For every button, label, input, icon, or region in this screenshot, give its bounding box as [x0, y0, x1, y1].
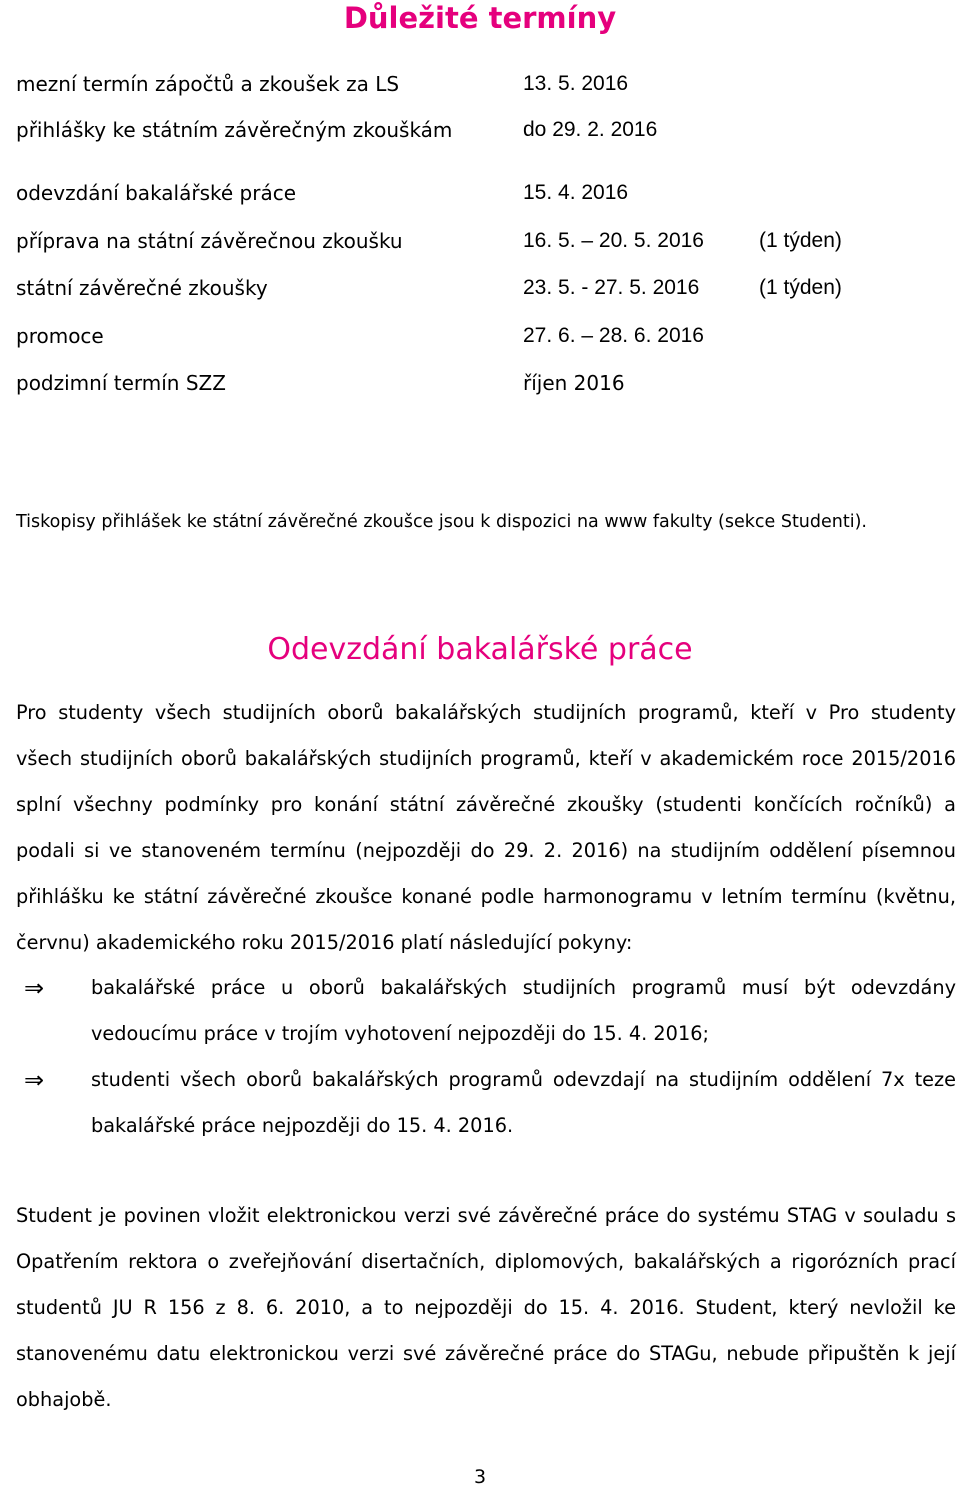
forms-note: Tiskopisy přihlášek ke státní závěrečné zkoušce jsou k dispozici na www fakulty (sekce Studenti).	[16, 512, 867, 532]
term-note: (1 týden)	[759, 276, 842, 299]
arrow-right-icon: ⇒	[24, 1066, 45, 1094]
term-date: 16. 5. – 20. 5. 2016	[523, 229, 704, 252]
term-date: do 29. 2. 2016	[523, 118, 658, 141]
term-row	[16, 368, 946, 398]
term-label: promoce	[16, 324, 104, 348]
term-row	[16, 115, 946, 145]
term-row	[16, 178, 946, 208]
term-date: 13. 5. 2016	[523, 72, 629, 95]
term-label: státní závěrečné zkoušky	[16, 276, 268, 300]
term-row	[16, 226, 946, 256]
term-note: (1 týden)	[759, 229, 842, 252]
section-heading-submission: Odevzdání bakalářské práce	[267, 632, 693, 667]
term-date: 15. 4. 2016	[523, 181, 629, 204]
term-row	[16, 69, 946, 99]
term-label: přihlášky ke státním závěrečným zkouškám	[16, 118, 453, 142]
instructions-paragraph: Pro studenty všech studijních oborů bakalářských studijních programů, kteří v Pro studenty všech studijních oborů bakalářských studijních programů, kteří v akademickém roce 2015/2016 splní všechny podmínky pro konání státní závěrečné zkoušky (studenti končících ročníků) a podali si ve stanoveném termínu (nejpozději do 29. 2. 2016) na studijním oddělení písemnou přihlášku ke státní závěrečné zkoušce konané podle harmonogramu v letním termínu (květnu, červnu) akademického roku 2015/2016 platí následující pokyny:	[16, 701, 956, 954]
section-heading-terms: Důležité termíny	[343, 1, 617, 35]
term-date: 23. 5. - 27. 5. 2016	[523, 276, 700, 299]
term-date: 27. 6. – 28. 6. 2016	[523, 324, 704, 347]
term-date: říjen 2016	[523, 371, 625, 395]
page-number: 3	[473, 1466, 487, 1488]
term-label: mezní termín zápočtů a zkoušek za LS	[16, 72, 400, 96]
term-label: odevzdání bakalářské práce	[16, 181, 297, 205]
arrow-right-icon: ⇒	[24, 974, 45, 1002]
term-row	[16, 273, 946, 303]
list-item-text: studenti všech oborů bakalářských programů odevzdají na studijním oddělení 7x teze bakalářské práce nejpozději do 15. 4. 2016.	[91, 1068, 956, 1137]
term-label: podzimní termín SZZ	[16, 371, 226, 395]
list-item-text: bakalářské práce u oborů bakalářských studijních programů musí být odevzdány vedoucímu práce v trojím vyhotovení nejpozději do 15. 4. 2016;	[91, 976, 956, 1045]
stag-paragraph: Student je povinen vložit elektronickou verzi své závěrečné práce do systému STAG v souladu s Opatřením rektora o zveřejňování disertačních, diplomových, bakalářských a rigorózních prací studentů JU R 156 z 8. 6. 2010, a to nejpozději do 15. 4. 2016. Student, který nevložil ke stanovenému datu elektronickou verzi své závěrečné práce do STAGu, nebude připuštěn k její obhajobě.	[16, 1204, 956, 1411]
term-label: příprava na státní závěrečnou zkoušku	[16, 229, 403, 253]
term-row	[16, 321, 946, 351]
